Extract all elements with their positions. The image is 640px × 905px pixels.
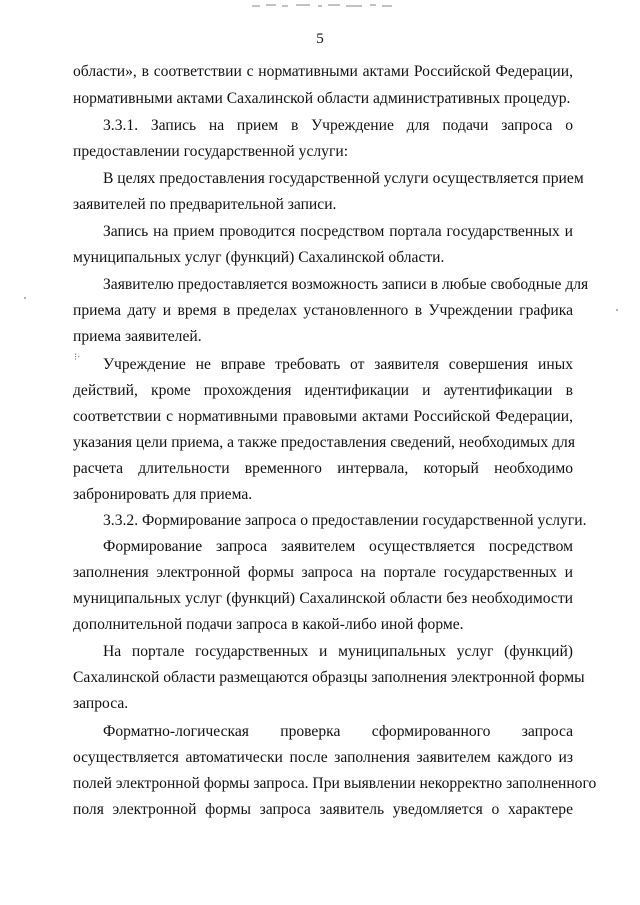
- text-line: соответствии с нормативными правовыми актами Российской Федерации,: [73, 408, 573, 425]
- text-line: Формирование запроса заявителем осуществляется посредством: [103, 538, 573, 555]
- text-line: заявителей по предварительной записи.: [73, 196, 337, 213]
- text-line: 3.3.1. Запись на прием в Учреждение для подачи запроса о: [103, 117, 573, 134]
- text-line: запроса.: [73, 695, 129, 712]
- scan-speck: [24, 297, 26, 299]
- text-line: приема дату и время в пределах установленного в Учреждении графика: [73, 302, 573, 319]
- page-number: 5: [316, 31, 324, 47]
- text-line: осуществляется автоматически после заполнения заявителем каждого из: [73, 749, 573, 766]
- text-line: Заявителю предоставляется возможность записи в любые свободные для: [103, 276, 589, 293]
- text-line: приема заявителей.: [73, 328, 202, 345]
- text-line: Сахалинской области размещаются образцы заполнения электронной формы: [73, 669, 585, 686]
- text-line: Учреждение не вправе требовать от заявителя совершения иных: [103, 356, 573, 373]
- text-line: Запись на прием проводится посредством портала государственных и: [103, 223, 573, 240]
- scan-speck: [616, 309, 618, 311]
- text-line: муниципальных услуг (функций) Сахалинской области без необходимости: [73, 590, 573, 607]
- text-line: расчета длительности временного интервала, который необходимо: [73, 460, 573, 477]
- text-line: предоставлении государственной услуги:: [73, 143, 349, 160]
- text-line: На портале государственных и муниципальных услуг (функций): [103, 643, 573, 660]
- scan-margin-mark: ⁝·: [74, 352, 81, 363]
- text-line: нормативными актами Сахалинской области административных процедур.: [73, 90, 571, 107]
- text-line: муниципальных услуг (функций) Сахалинской области.: [73, 249, 445, 266]
- text-line: Форматно-логическая проверка сформированного запроса: [103, 723, 573, 740]
- text-line: указания цели приема, а также предоставления сведений, необходимых для: [73, 434, 575, 451]
- text-line: области», в соответствии с нормативными актами Российской Федерации,: [73, 63, 573, 80]
- text-line: поля электронной формы запроса заявитель уведомляется о характере: [73, 801, 573, 818]
- text-line: полей электронной формы запроса. При выявлении некорректно заполненного: [73, 775, 597, 792]
- scan-noise-artifact: [250, 0, 400, 14]
- text-line: действий, кроме прохождения идентификации и аутентификации в: [73, 382, 573, 399]
- text-line: заполнения электронной формы запроса на портале государственных и: [73, 564, 573, 581]
- text-line: забронировать для приема.: [73, 486, 253, 503]
- text-line: В целях предоставления государственной услуги осуществляется прием: [103, 170, 584, 187]
- text-line: 3.3.2. Формирование запроса о предоставлении государственной услуги.: [103, 512, 587, 529]
- text-line: дополнительной подачи запроса в какой-либо иной форме.: [73, 616, 464, 633]
